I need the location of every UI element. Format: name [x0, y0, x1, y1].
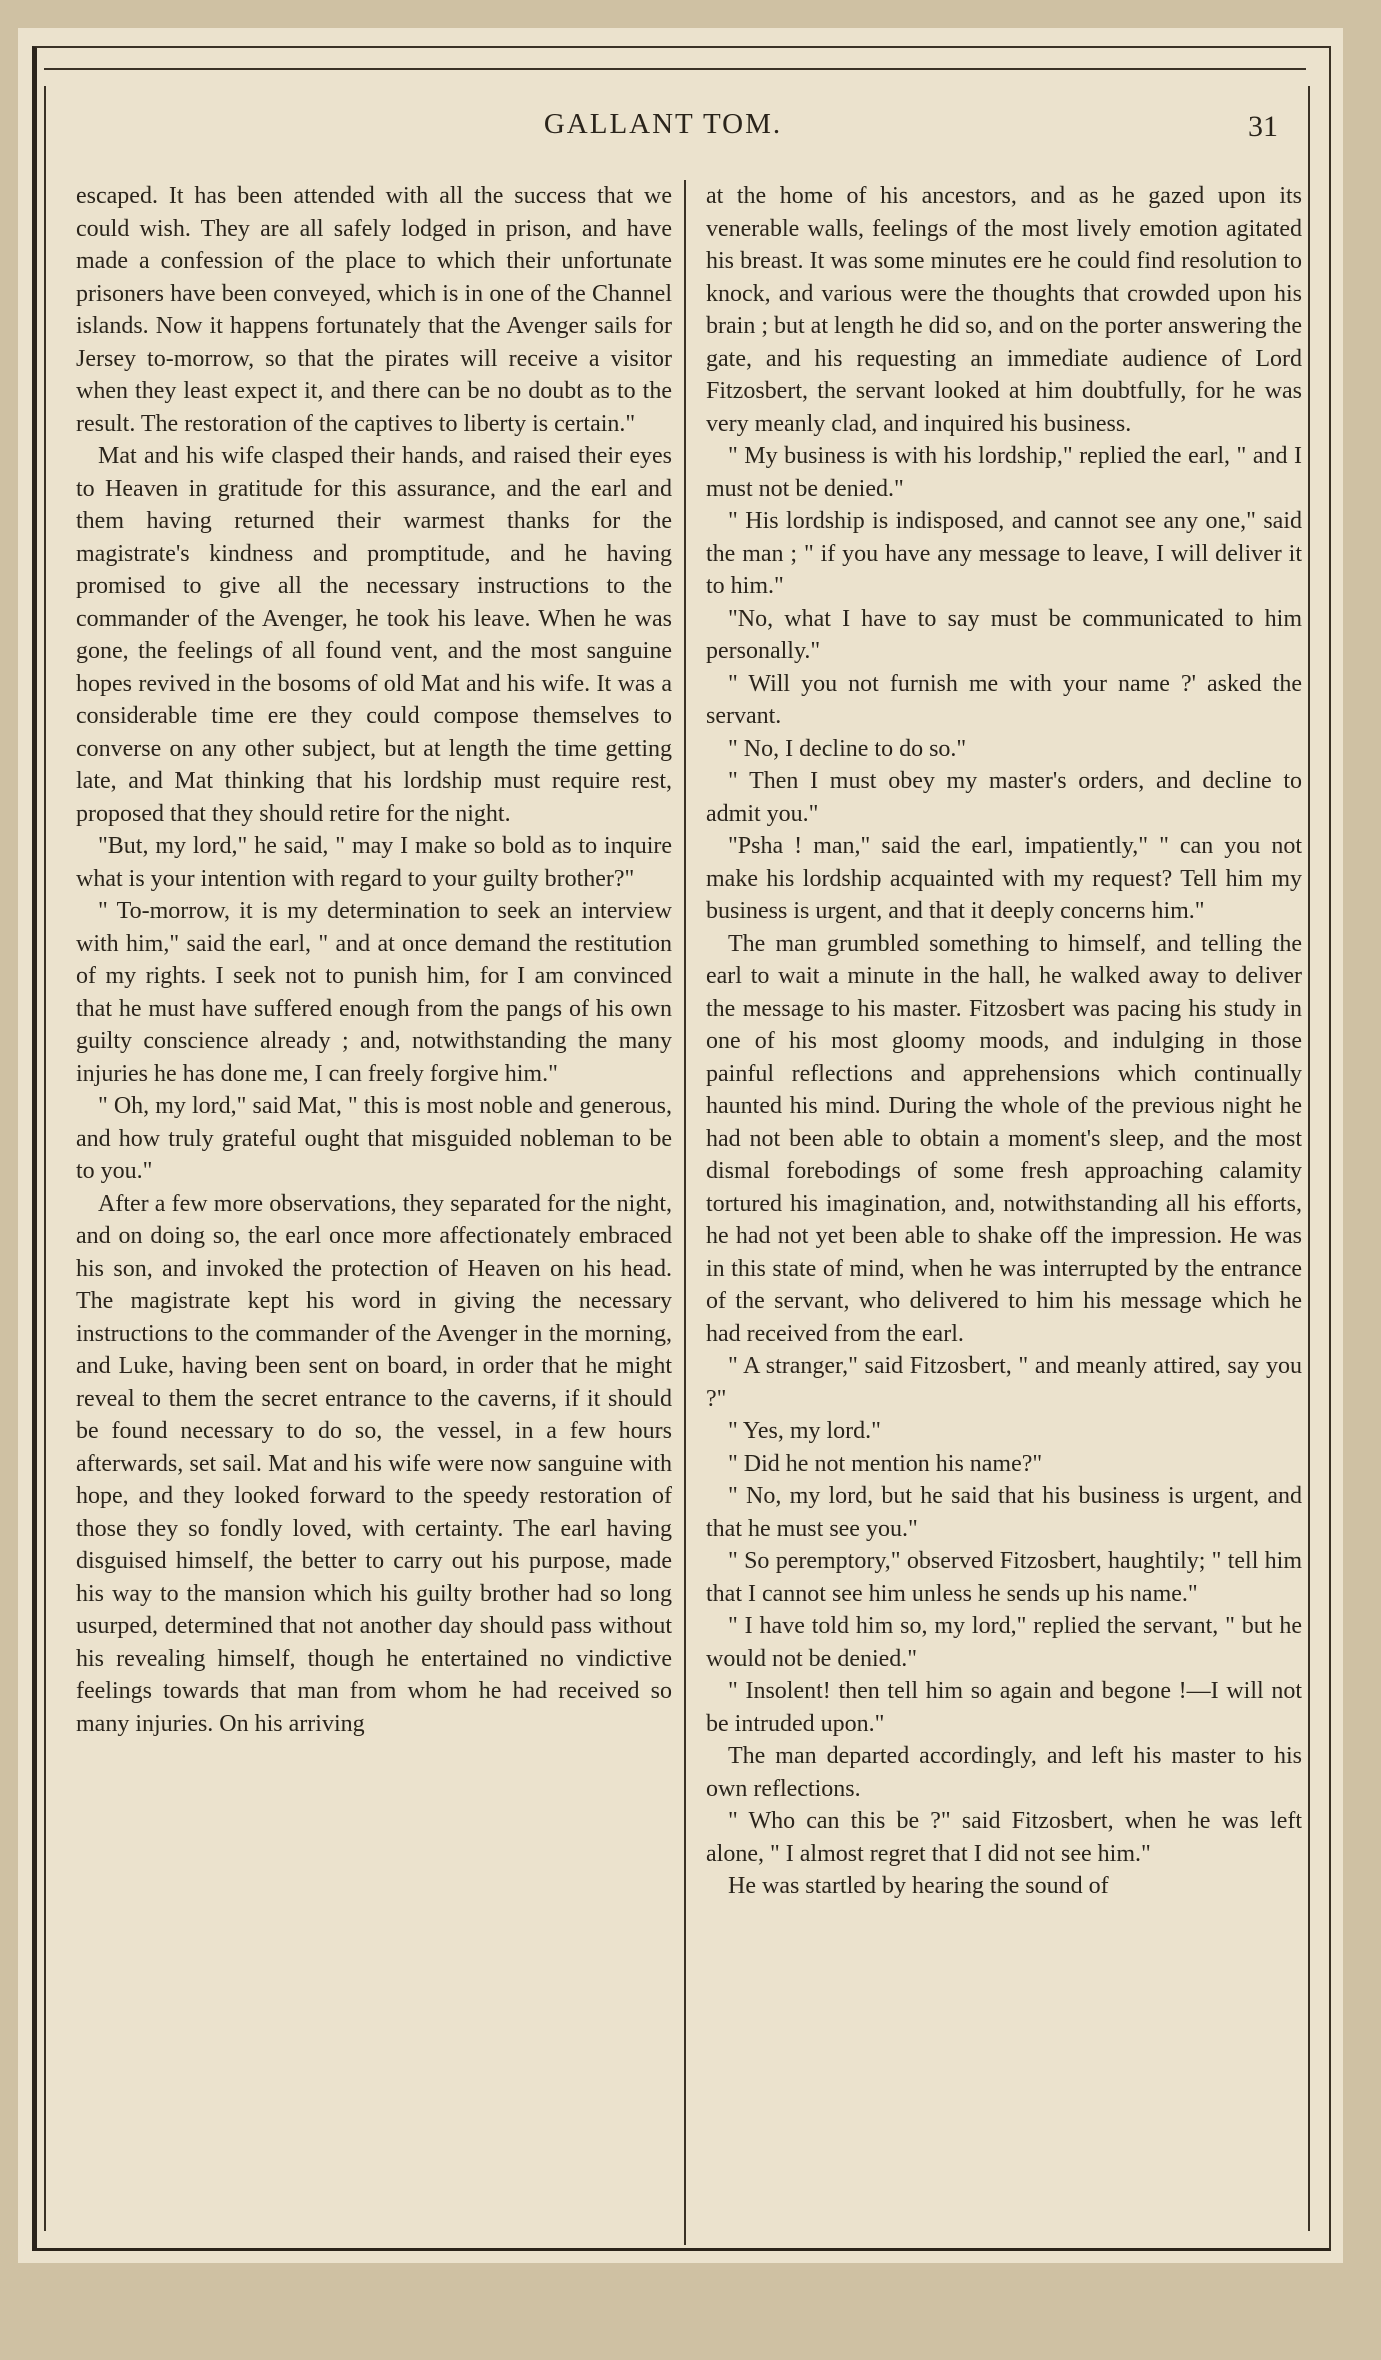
paragraph: " So peremptory," observed Fitzosbert, haughtily; " tell him that I cannot see him unless he sends up his name." [706, 1548, 1302, 1607]
paragraph: escaped. It has been attended with all the success that we could wish. They are all safely lodged in prison, and have made a confession of the place to which their unfortunate prisoners have been conveyed, which is in one of the Channel islands. Now it happens fortunately that the Avenger sails for Jersey to-morrow, so that the pirates will receive a visitor when they least expect it, and there can be no doubt as to the result. The restoration of the captives to liberty is certain." [76, 183, 672, 437]
paragraph: " Did he not mention his name?" [728, 1450, 1043, 1477]
paragraph: He was startled by hearing the sound of [728, 1873, 1109, 1899]
paragraph: " His lordship is indisposed, and cannot see any one," said the man ; " if you have any message to leave, I will deliver it to him." [706, 508, 1302, 599]
paragraph: "Psha ! man," said the earl, impatiently," " can you not make his lordship acquainted with my request? Tell him my business is urgent, and that it deeply concerns him." [706, 833, 1302, 924]
paragraph: " Insolent! then tell him so again and begone !—I will not be intruded upon." [706, 1678, 1302, 1737]
paragraph: " I have told him so, my lord," replied the servant, " but he would not be denied." [706, 1613, 1302, 1672]
paragraph: " Oh, my lord," said Mat, " this is most noble and generous, and how truly grateful ought that misguided nobleman to be to you." [76, 1093, 672, 1184]
page-number: 31 [1248, 110, 1278, 143]
paragraph: " Will you not furnish me with your name ?' asked the servant. [706, 670, 1302, 729]
paragraph: " Yes, my lord." [728, 1418, 881, 1444]
paragraph: " To-morrow, it is my determination to seek an interview with him," said the earl, " and at once demand the restitution of my rights. I seek not to punish him, for I am convinced that he must have suffered enough from the pangs of his own guilty conscience already ; and, notwithstanding the many injuries he has done me, I can freely forgive him." [76, 898, 672, 1087]
paragraph: " A stranger," said Fitzosbert, " and meanly attired, say you ?" [706, 1353, 1302, 1412]
paragraph: " Then I must obey my master's orders, and decline to admit you." [706, 768, 1302, 827]
paragraph: The man departed accordingly, and left his master to his own reflections. [706, 1743, 1302, 1802]
paragraph: The man grumbled something to himself, and telling the earl to wait a minute in the hall, he walked away to deliver the message to his master. Fitzosbert was pacing his study in one of his most gloomy moods, and indulging in those painful reflections and apprehensions which continually haunted his mind. During the whole of the previous night he had not been able to obtain a moment's sleep, and the most dismal forebodings of some fresh approaching calamity tortured his imagination, and, notwithstanding all his efforts, he had not yet been able to shake off the impression. He was in this state of mind, when he was interrupted by the entrance of the servant, who delivered to him his message which he had received from the earl. [706, 930, 1302, 1347]
paragraph: " Who can this be ?" said Fitzosbert, when he was left alone, " I almost regret that I did not see him." [706, 1808, 1302, 1867]
paragraph: " My business is with his lordship," replied the earl, " and I must not be denied." [706, 443, 1302, 502]
column-divider [684, 180, 686, 2245]
newspaper-page [18, 28, 1343, 2263]
left-column [76, 180, 672, 1740]
paragraph: "No, what I have to say must be communicated to him personally." [706, 605, 1302, 664]
paragraph: at the home of his ancestors, and as he gazed upon its venerable walls, feelings of the most lively emotion agitated his breast. It was some minutes ere he could find resolution to knock, and various were the thoughts that crowded upon his brain ; but at length he did so, and on the porter answering the gate, and his requesting an immediate audience of Lord Fitzosbert, the servant looked at him doubtfully, for he was very meanly clad, and inquired his business. [706, 183, 1302, 437]
paragraph: "But, my lord," he said, " may I make so bold as to inquire what is your intention with regard to your guilty brother?" [76, 833, 672, 892]
paragraph: After a few more observations, they separated for the night, and on doing so, the earl once more affectionately embraced his son, and invoked the protection of Heaven on his head. The magistrate kept his word in giving the necessary instructions to the commander of the Avenger in the morning, and Luke, having been sent on board, in order that he might reveal to them the secret entrance to the caverns, if it should be found necessary to do so, the vessel, in a few hours afterwards, set sail. Mat and his wife were now sanguine with hope, and they looked forward to the speedy restoration of those they so fondly loved, with certainty. The earl having disguised himself, the better to carry out his purpose, made his way to the mansion which his guilty brother had so long usurped, determined that not another day should pass without his revealing himself, though he entertained no vindictive feelings towards that man from whom he had received so many injuries. On his arriving [76, 1190, 672, 1737]
right-column [706, 180, 1302, 1903]
paragraph: Mat and his wife clasped their hands, and raised their eyes to Heaven in gratitude for this assurance, and the earl and them having returned their warmest thanks for the magistrate's kindness and promptitude, and he having promised to give all the necessary instructions to the commander of the Avenger, he took his leave. When he was gone, the feelings of all found vent, and the most sanguine hopes revived in the bosoms of old Mat and his wife. It was a considerable time ere they could compose themselves to converse on any other subject, but at length the time getting late, and Mat thinking that his lordship must require rest, proposed that they should retire for the night. [76, 443, 672, 827]
header-rule [44, 68, 1306, 70]
paragraph: " No, I decline to do so." [728, 735, 967, 762]
running-title: GALLANT TOM. [543, 108, 783, 140]
paragraph: " No, my lord, but he said that his business is urgent, and that he must see you." [706, 1483, 1302, 1542]
running-head [48, 108, 1278, 141]
